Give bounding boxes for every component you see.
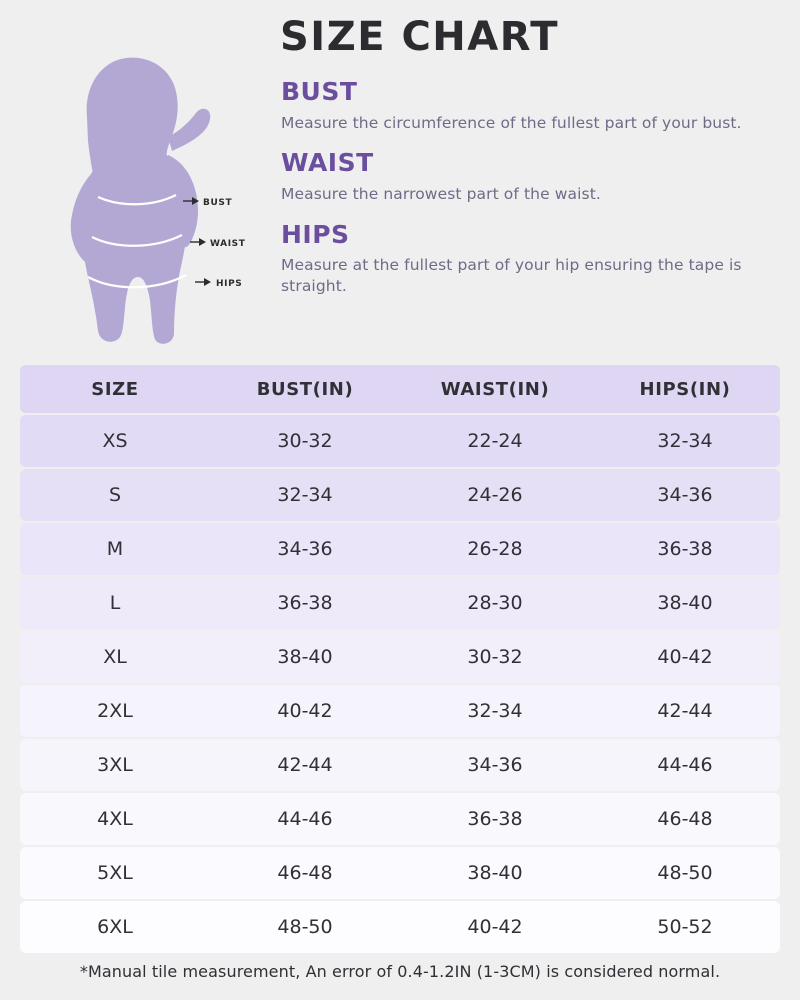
cell-measurement: 34-36 — [400, 739, 590, 791]
cell-measurement: 32-34 — [590, 415, 780, 467]
footnote: *Manual tile measurement, An error of 0.4-1.2IN (1-3CM) is considered normal. — [79, 962, 721, 981]
table-row — [20, 847, 780, 899]
column-header-size: SIZE — [20, 365, 210, 413]
waist-arrow-icon — [199, 238, 206, 246]
cell-measurement: 44-46 — [210, 793, 400, 845]
cell-measurement: 36-38 — [590, 523, 780, 575]
table-row — [20, 739, 780, 791]
definition-term: HIPS — [281, 219, 350, 249]
cell-measurement: 36-38 — [400, 793, 590, 845]
cell-size: 6XL — [20, 901, 210, 953]
definition-description: Measure at the fullest part of your hip ensuring the tape is straight. — [281, 256, 742, 296]
cell-measurement: 40-42 — [590, 631, 780, 683]
cell-measurement: 42-44 — [210, 739, 400, 791]
female-silhouette-icon — [71, 58, 211, 344]
cell-size: 4XL — [20, 793, 210, 845]
cell-measurement: 32-34 — [210, 469, 400, 521]
cell-measurement: 30-32 — [400, 631, 590, 683]
definition-waist — [281, 149, 773, 204]
cell-measurement: 40-42 — [210, 685, 400, 737]
figure-label-waist: WAIST — [210, 239, 246, 249]
definition-description: Measure the narrowest part of the waist. — [281, 184, 601, 203]
cell-measurement: 48-50 — [590, 847, 780, 899]
cell-size: XL — [20, 631, 210, 683]
cell-measurement: 28-30 — [400, 577, 590, 629]
cell-size: S — [20, 469, 210, 521]
cell-size: L — [20, 577, 210, 629]
cell-measurement: 30-32 — [210, 415, 400, 467]
size-table — [20, 363, 780, 955]
figure-label-bust: BUST — [203, 198, 233, 208]
header-section — [0, 0, 800, 355]
cell-measurement: 36-38 — [210, 577, 400, 629]
definition-bust — [281, 78, 773, 133]
table-row — [20, 901, 780, 953]
column-header-hips: HIPS(IN) — [590, 365, 780, 413]
size-table-body — [20, 415, 780, 953]
table-row — [20, 469, 780, 521]
cell-measurement: 34-36 — [210, 523, 400, 575]
cell-measurement: 42-44 — [590, 685, 780, 737]
cell-measurement: 38-40 — [400, 847, 590, 899]
cell-measurement: 40-42 — [400, 901, 590, 953]
cell-measurement: 50-52 — [590, 901, 780, 953]
definition-hips — [281, 221, 773, 297]
cell-measurement: 32-34 — [400, 685, 590, 737]
cell-measurement: 34-36 — [590, 469, 780, 521]
column-header-waist: WAIST(IN) — [400, 365, 590, 413]
cell-size: 2XL — [20, 685, 210, 737]
size-table-head — [20, 365, 780, 413]
cell-measurement: 38-40 — [210, 631, 400, 683]
hips-arrow-icon — [204, 278, 211, 286]
cell-size: 3XL — [20, 739, 210, 791]
column-header-bust: BUST(IN) — [210, 365, 400, 413]
cell-size: M — [20, 523, 210, 575]
cell-size: 5XL — [20, 847, 210, 899]
size-table-container — [20, 363, 780, 955]
definition-description: Measure the circumference of the fullest part of your bust. — [281, 113, 742, 132]
table-row — [20, 523, 780, 575]
cell-measurement: 38-40 — [590, 577, 780, 629]
cell-measurement: 48-50 — [210, 901, 400, 953]
table-row — [20, 685, 780, 737]
cell-measurement: 44-46 — [590, 739, 780, 791]
figure-label-hips: HIPS — [216, 279, 243, 289]
page-title: SIZE CHART — [280, 14, 560, 60]
table-row — [20, 577, 780, 629]
measurement-definitions — [281, 78, 773, 313]
table-row — [20, 631, 780, 683]
definition-term: WAIST — [281, 148, 374, 178]
cell-measurement: 26-28 — [400, 523, 590, 575]
cell-measurement: 24-26 — [400, 469, 590, 521]
definition-term: BUST — [281, 77, 358, 106]
body-measurement-figure — [40, 55, 270, 345]
cell-measurement: 46-48 — [590, 793, 780, 845]
table-header-row — [20, 365, 780, 413]
table-row — [20, 415, 780, 467]
cell-measurement: 46-48 — [210, 847, 400, 899]
table-row — [20, 793, 780, 845]
cell-size: XS — [20, 415, 210, 467]
cell-measurement: 22-24 — [400, 415, 590, 467]
